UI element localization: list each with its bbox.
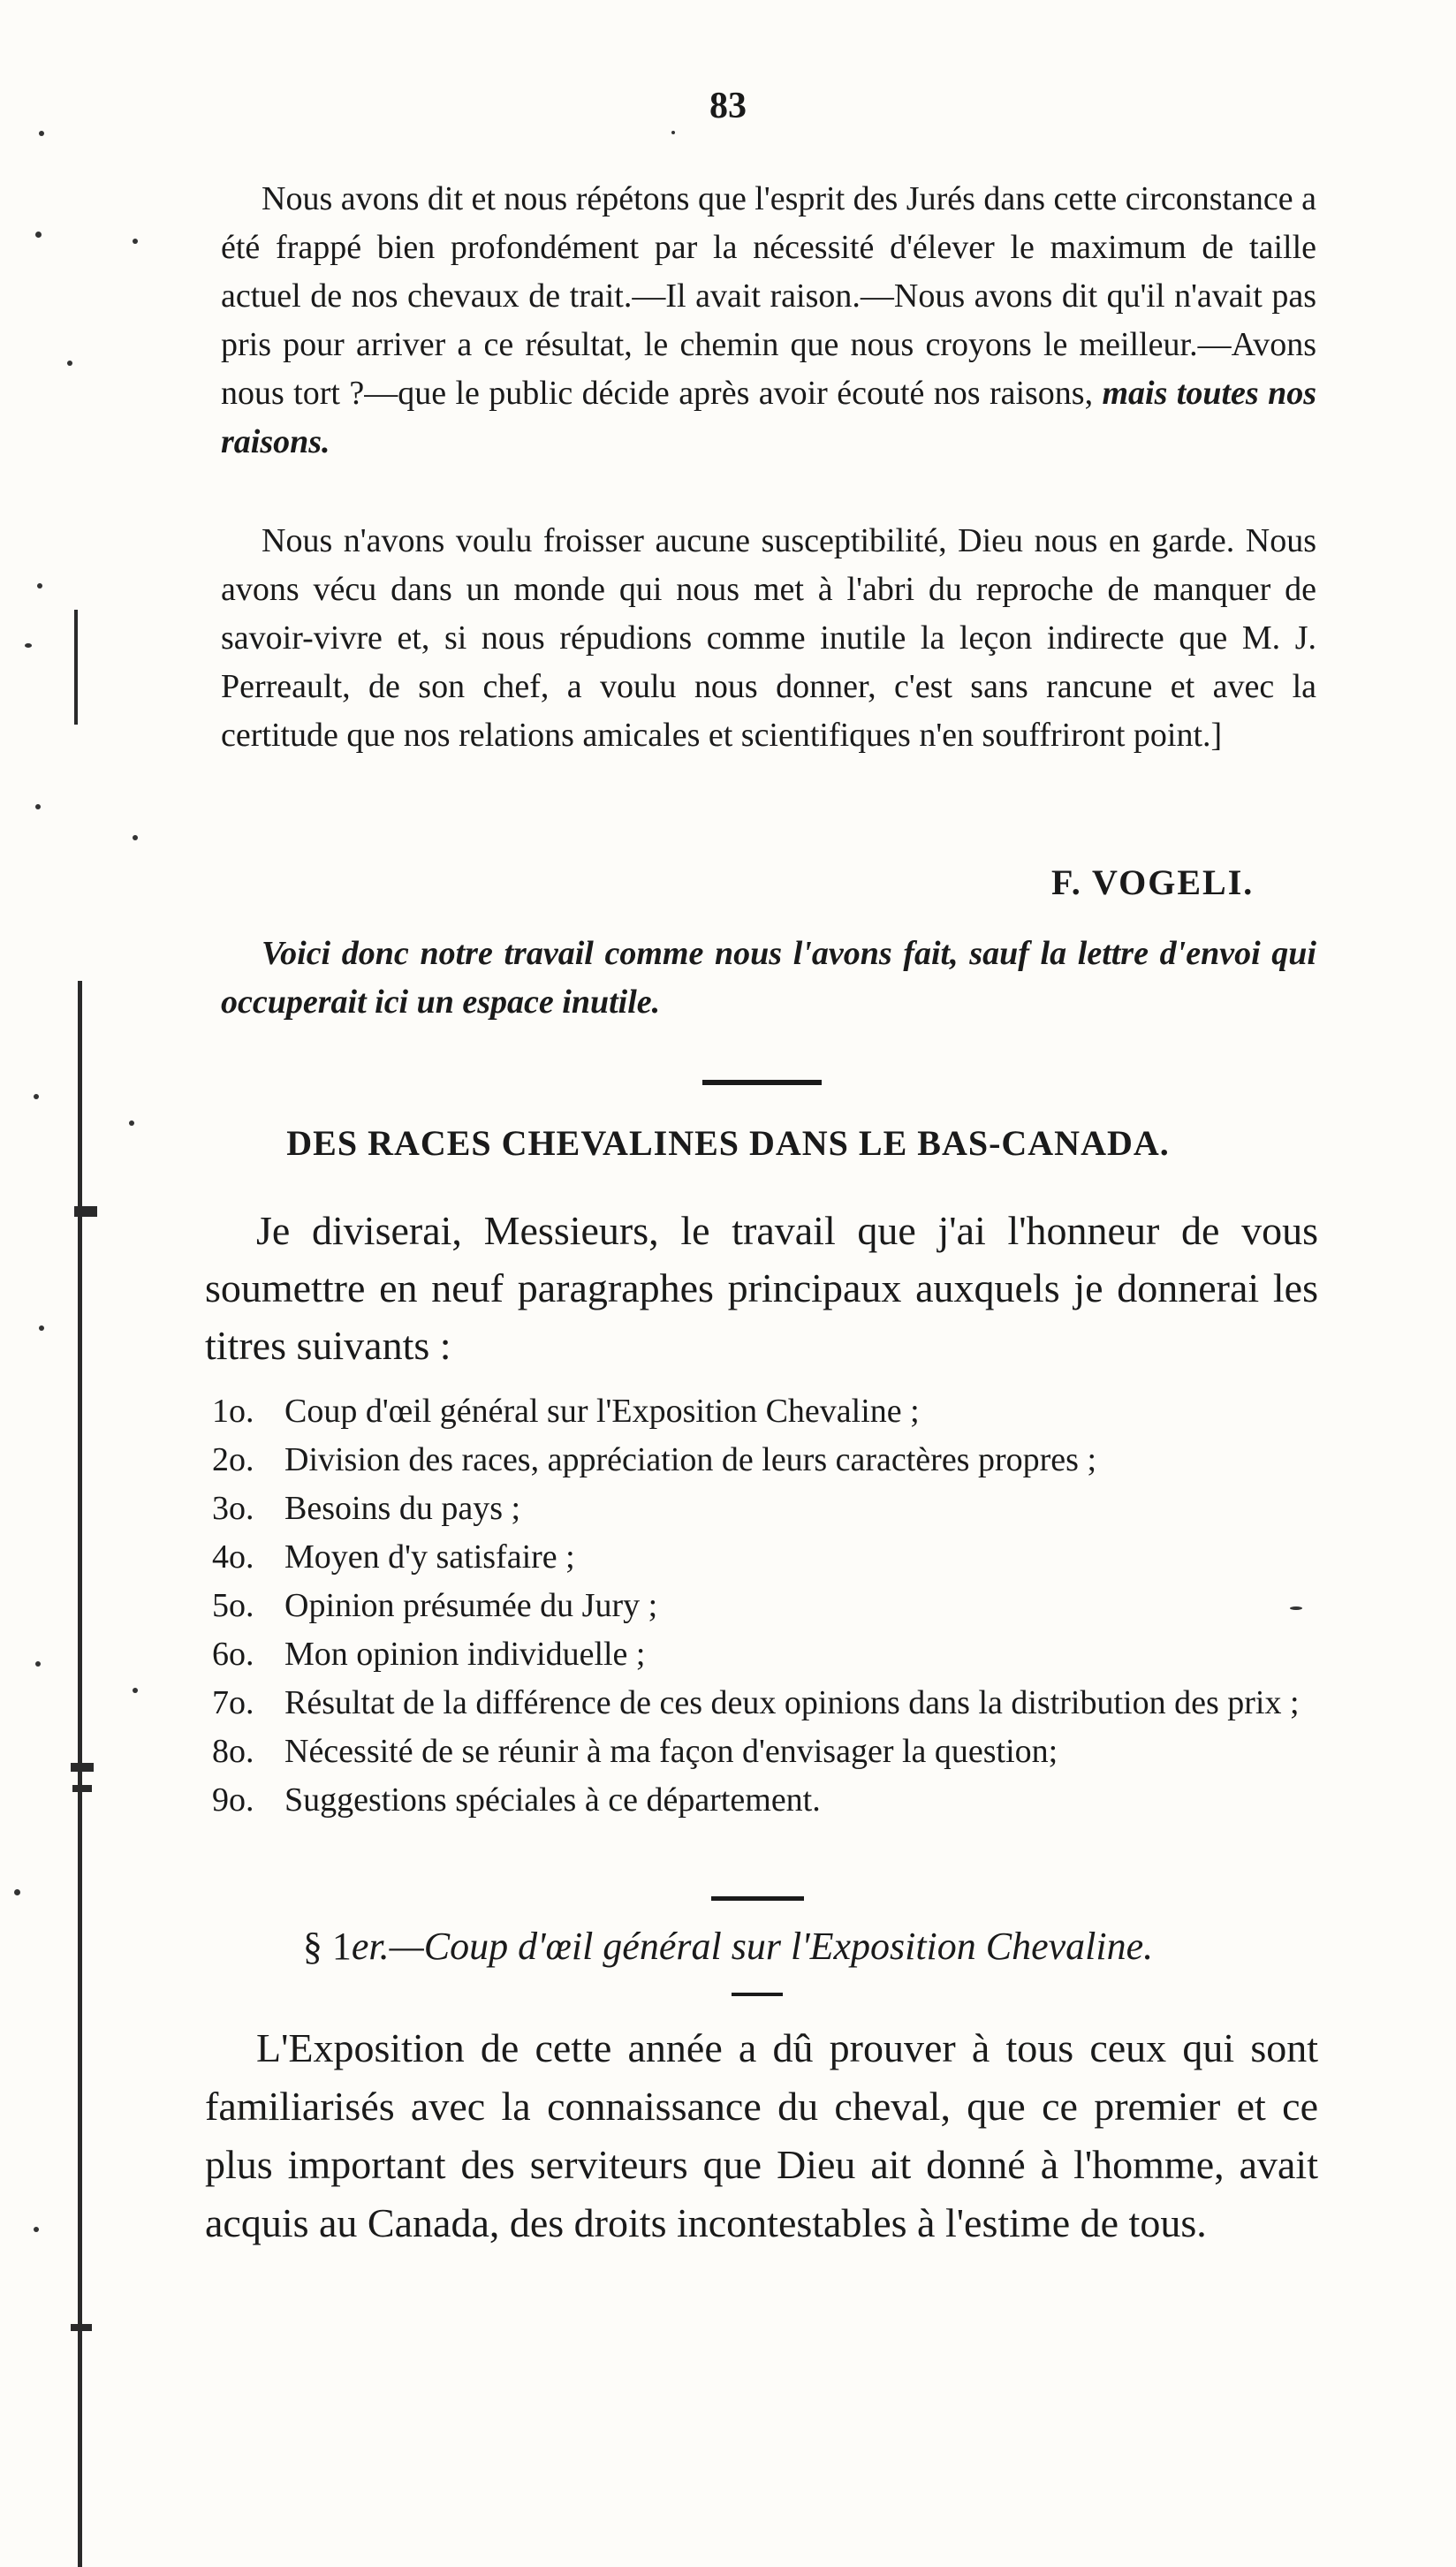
subsection-sup: er. <box>351 1925 390 1968</box>
list-item-number: 8o. <box>212 1733 254 1770</box>
list-item-text: Division des races, appréciation de leurs caractères propres ; <box>284 1441 1096 1478</box>
scan-speck <box>14 1889 20 1895</box>
scan-speck <box>671 131 675 134</box>
signature: F. VOGELI. <box>1051 862 1255 902</box>
scan-speck <box>34 2227 39 2232</box>
list-item-number: 1o. <box>212 1393 254 1430</box>
list-item-text: Nécessité de se réunir à ma façon d'envisager la question; <box>284 1733 1058 1770</box>
binding-mark <box>71 1763 94 1772</box>
paragraph-jury-emphasis: mais toutes nos raisons. <box>221 375 1317 460</box>
list-item <box>212 1387 1316 1436</box>
list-item <box>212 1485 1316 1533</box>
list-item-number: 2o. <box>212 1441 254 1478</box>
paragraph-list <box>212 1387 1316 1825</box>
scan-speck <box>35 804 41 809</box>
scan-speck <box>129 1120 134 1126</box>
list-item-number: 6o. <box>212 1636 254 1673</box>
list-item-number: 9o. <box>212 1781 254 1819</box>
scan-speck <box>34 1094 39 1099</box>
scan-speck <box>35 232 42 238</box>
exposition-paragraph: L'Exposition de cette année a dû prouver à tous ceux qui sont familiarisés avec la connaissance du cheval, que ce premier et ce plus important des serviteurs que Dieu ait donné à l'homme, avait acquis au Canada, des droits incontestables à l'estime de tous. <box>205 2025 1318 2245</box>
italic-note: Voici donc notre travail comme nous l'avons fait, sauf la lettre d'envoi qui occuperait ici un espace inutile. <box>221 935 1316 1021</box>
scan-speck <box>39 1325 44 1331</box>
list-item-text: Moyen d'y satisfaire ; <box>284 1538 575 1576</box>
binding-mark <box>71 2324 92 2331</box>
list-item <box>212 1679 1316 1728</box>
paragraph-jury-text: Nous avons dit et nous répétons que l'esprit des Jurés dans cette circonstance a été frappé bien profondément par la nécessité d'élever le maximum de taille actuel de nos chevaux de trait.—Il avait raison.—Nous avons dit qu'il n'avait pas pris pour arriver a ce résultat, le chemin que nous croyons le meilleur.—Avons nous tort ?—que le public décide après avoir écouté nos raisons, <box>221 180 1317 412</box>
scan-speck <box>25 643 32 648</box>
list-item <box>212 1776 1316 1825</box>
list-item <box>212 1630 1316 1679</box>
list-item <box>212 1436 1316 1485</box>
page-number: 83 <box>709 86 747 126</box>
subsection-divider <box>711 1896 804 1901</box>
binding-mark <box>72 1785 92 1792</box>
binding-mark <box>74 1206 97 1217</box>
list-item-text: Opinion présumée du Jury ; <box>284 1587 658 1624</box>
scan-speck <box>133 239 138 244</box>
section-title: DES RACES CHEVALINES DANS LE BAS-CANADA. <box>286 1123 1170 1163</box>
list-item <box>212 1582 1316 1630</box>
scan-speck <box>35 1661 41 1667</box>
list-item-number: 5o. <box>212 1587 254 1624</box>
list-item-number: 4o. <box>212 1538 254 1576</box>
section-divider <box>702 1080 822 1085</box>
intro-paragraph: Je diviserai, Messieurs, le travail que j'ai l'honneur de vous soumettre en neuf paragraphes principaux auxquels je donnerai les titres suivants : <box>205 1208 1318 1368</box>
subsection-text: —Coup d'œil général sur l'Exposition Chevaline. <box>389 1925 1154 1968</box>
list-item-text: Coup d'œil général sur l'Exposition Chevaline ; <box>284 1393 920 1430</box>
scan-speck <box>133 835 138 840</box>
subsection-prefix: § 1 <box>302 1925 352 1968</box>
scan-speck <box>37 583 42 589</box>
list-item-text: Suggestions spéciales à ce département. <box>284 1781 821 1819</box>
scan-speck <box>133 1688 138 1693</box>
list-item-number: 7o. <box>212 1684 254 1721</box>
list-item-text: Mon opinion individuelle ; <box>284 1636 646 1673</box>
subsection-title <box>0 1918 1456 1976</box>
list-item-number: 3o. <box>212 1490 254 1527</box>
scan-speck <box>39 131 44 136</box>
binding-mark <box>74 610 78 725</box>
list-item-text: Besoins du pays ; <box>284 1490 521 1527</box>
paragraph-susceptibilite: Nous n'avons voulu froisser aucune susceptibilité, Dieu nous en garde. Nous avons vécu dans un monde qui nous met à l'abri du reproche de manquer de savoir-vivre et, si nous répudions comme inutile la leçon indirecte que M. J. Perreault, de son chef, a voulu nous donner, c'est sans rancune et avec la certitude que nos relations amicales et scientifiques n'en souffriront point.] <box>221 522 1316 754</box>
scan-speck <box>67 361 72 366</box>
list-item <box>212 1533 1316 1582</box>
list-item-text: Résultat de la différence de ces deux opinions dans la distribution des prix ; <box>284 1684 1300 1721</box>
paragraph-jury <box>221 175 1316 467</box>
list-item <box>212 1728 1316 1776</box>
short-divider <box>732 1993 783 1996</box>
scan-speck <box>1290 1606 1302 1610</box>
